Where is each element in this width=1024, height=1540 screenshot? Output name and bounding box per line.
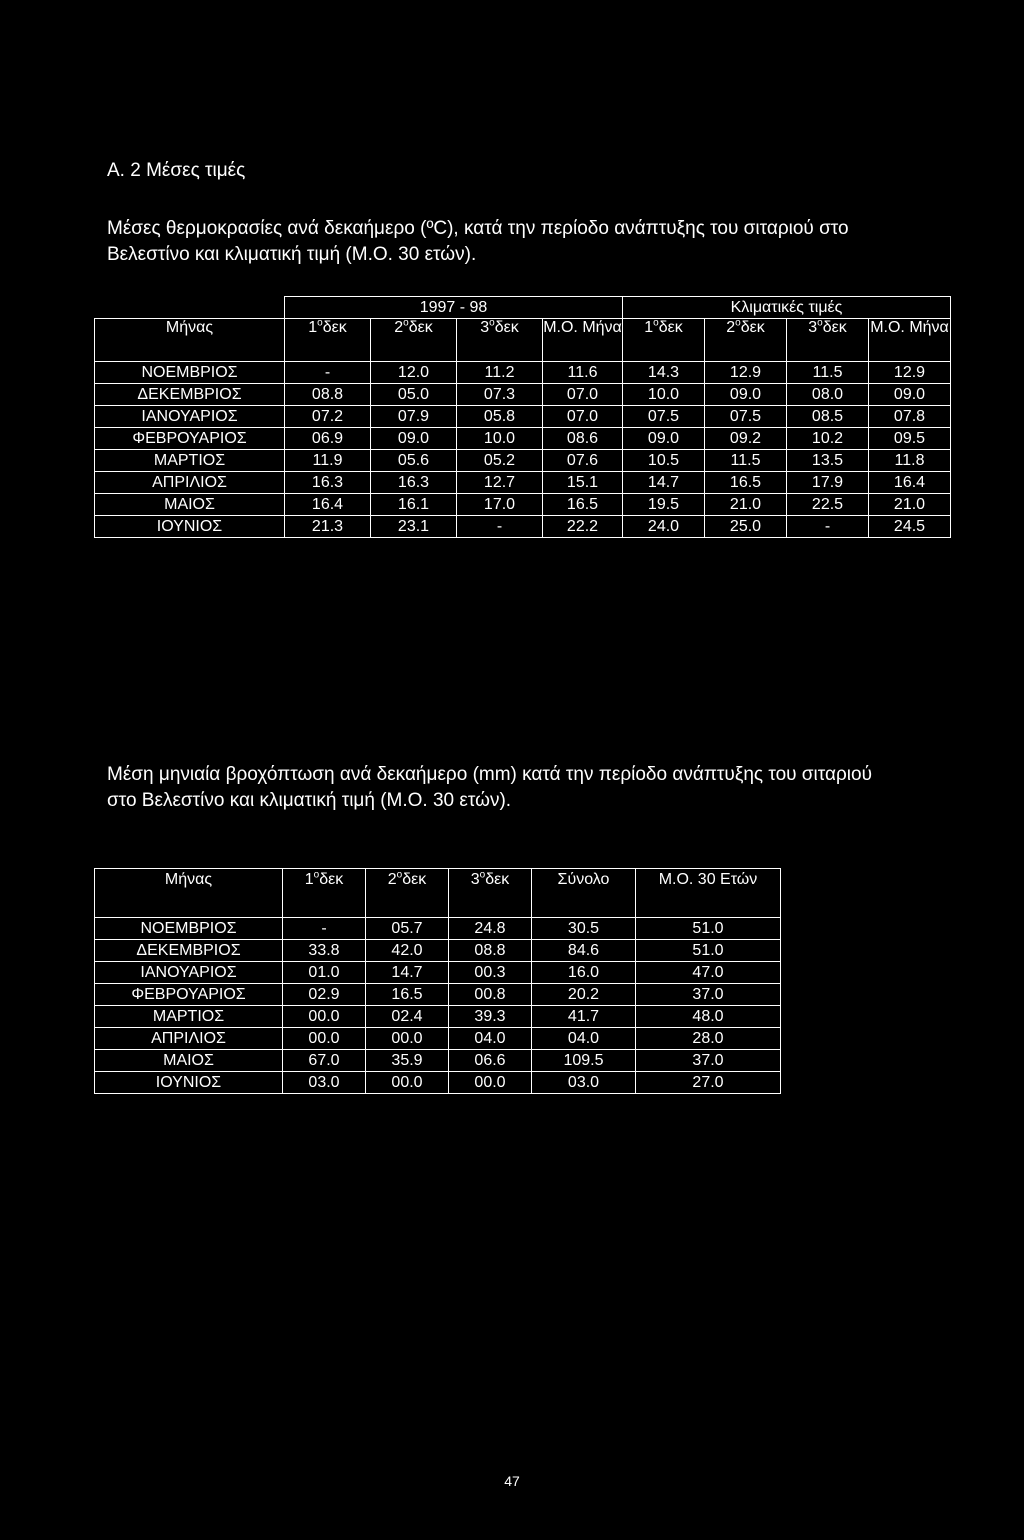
value-cell: 17.9 <box>787 472 869 494</box>
value-cell: 12.0 <box>371 362 457 384</box>
value-cell: 10.5 <box>623 450 705 472</box>
group-header-1997-98: 1997 - 98 <box>285 297 623 319</box>
value-cell: 07.3 <box>457 384 543 406</box>
temperature-table <box>94 296 951 538</box>
column-header: 2$^o$δεκ <box>371 319 457 362</box>
temperature-caption: Μέσες θερμοκρασίες ανά δεκαήμερο (ºC), κατά την περίοδο ανάπτυξης του σιταριού στο Βελεστίνο και κλιματική τιμή (Μ.Ο. 30 ετών). <box>107 218 849 265</box>
value-cell: 84.6 <box>532 940 636 962</box>
value-cell: 24.5 <box>869 516 951 538</box>
value-cell: 14.7 <box>366 962 449 984</box>
value-cell: 00.0 <box>449 1072 532 1094</box>
value-cell: 41.7 <box>532 1006 636 1028</box>
month-cell: ΙΑΝΟΥΑΡΙΟΣ <box>95 406 285 428</box>
value-cell: 06.6 <box>449 1050 532 1072</box>
value-cell: 14.7 <box>623 472 705 494</box>
empty-cell <box>95 297 285 319</box>
value-cell: 10.0 <box>457 428 543 450</box>
column-header: 3$^o$δεκ <box>457 319 543 362</box>
value-cell: 05.7 <box>366 918 449 940</box>
value-cell: 12.7 <box>457 472 543 494</box>
month-cell: ΙΟΥΝΙΟΣ <box>95 1072 283 1094</box>
value-cell: 10.2 <box>787 428 869 450</box>
column-header: 3$^o$δεκ <box>449 869 532 918</box>
value-cell: 03.0 <box>283 1072 366 1094</box>
value-cell: 01.0 <box>283 962 366 984</box>
value-cell: 16.0 <box>532 962 636 984</box>
month-cell: ΙΟΥΝΙΟΣ <box>95 516 285 538</box>
value-cell: 15.1 <box>543 472 623 494</box>
value-cell: 00.0 <box>283 1028 366 1050</box>
month-cell: ΦΕΒΡΟΥΑΡΙΟΣ <box>95 984 283 1006</box>
value-cell: 08.0 <box>787 384 869 406</box>
month-cell: ΝΟΕΜΒΡΙΟΣ <box>95 362 285 384</box>
table-row <box>95 516 951 538</box>
value-cell: 20.2 <box>532 984 636 1006</box>
value-cell: 16.4 <box>285 494 371 516</box>
value-cell: 08.8 <box>449 940 532 962</box>
value-cell: 48.0 <box>636 1006 781 1028</box>
table-row <box>95 1028 781 1050</box>
table-row <box>95 362 951 384</box>
column-header: Μήνας <box>95 319 285 362</box>
value-cell: 03.0 <box>532 1072 636 1094</box>
value-cell: 51.0 <box>636 918 781 940</box>
value-cell: 24.0 <box>623 516 705 538</box>
group-header-row <box>95 297 951 319</box>
group-header-climatic: Κλιματικές τιμές <box>623 297 951 319</box>
month-cell: ΔΕΚΕΜΒΡΙΟΣ <box>95 384 285 406</box>
column-header: 1$^o$δεκ <box>283 869 366 918</box>
value-cell: 39.3 <box>449 1006 532 1028</box>
value-cell: 04.0 <box>449 1028 532 1050</box>
column-header: Μ.Ο. Μήνα <box>543 319 623 362</box>
value-cell: 47.0 <box>636 962 781 984</box>
value-cell: 07.0 <box>543 406 623 428</box>
value-cell: 42.0 <box>366 940 449 962</box>
value-cell: 00.0 <box>283 1006 366 1028</box>
value-cell: 12.9 <box>869 362 951 384</box>
value-cell: 16.5 <box>705 472 787 494</box>
value-cell: - <box>787 516 869 538</box>
column-header: Μήνας <box>95 869 283 918</box>
value-cell: 08.6 <box>543 428 623 450</box>
value-cell: 10.0 <box>623 384 705 406</box>
value-cell: - <box>285 362 371 384</box>
column-header: Μ.Ο. Μήνα <box>869 319 951 362</box>
value-cell: 00.0 <box>366 1072 449 1094</box>
value-cell: 14.3 <box>623 362 705 384</box>
table-row <box>95 1006 781 1028</box>
table-row <box>95 494 951 516</box>
value-cell: 07.2 <box>285 406 371 428</box>
value-cell: 00.3 <box>449 962 532 984</box>
value-cell: 67.0 <box>283 1050 366 1072</box>
value-cell: 09.0 <box>869 384 951 406</box>
value-cell: 06.9 <box>285 428 371 450</box>
value-cell: 05.8 <box>457 406 543 428</box>
table-row <box>95 1072 781 1094</box>
value-cell: 12.9 <box>705 362 787 384</box>
value-cell: 02.4 <box>366 1006 449 1028</box>
value-cell: 05.0 <box>371 384 457 406</box>
value-cell: 04.0 <box>532 1028 636 1050</box>
value-cell: 09.0 <box>371 428 457 450</box>
value-cell: 05.6 <box>371 450 457 472</box>
month-cell: ΦΕΒΡΟΥΑΡΙΟΣ <box>95 428 285 450</box>
value-cell: 11.9 <box>285 450 371 472</box>
month-cell: ΜΑΡΤΙΟΣ <box>95 1006 283 1028</box>
value-cell: 07.0 <box>543 384 623 406</box>
value-cell: 21.3 <box>285 516 371 538</box>
value-cell: 28.0 <box>636 1028 781 1050</box>
value-cell: 16.3 <box>371 472 457 494</box>
value-cell: 09.0 <box>623 428 705 450</box>
value-cell: 16.3 <box>285 472 371 494</box>
value-cell: 08.8 <box>285 384 371 406</box>
month-cell: ΑΠΡΙΛΙΟΣ <box>95 1028 283 1050</box>
value-cell: 07.8 <box>869 406 951 428</box>
month-cell: ΜΑΡΤΙΟΣ <box>95 450 285 472</box>
page-number: 47 <box>504 1473 520 1489</box>
value-cell: 22.2 <box>543 516 623 538</box>
value-cell: 16.1 <box>371 494 457 516</box>
value-cell: 23.1 <box>371 516 457 538</box>
value-cell: 11.5 <box>705 450 787 472</box>
table-row <box>95 428 951 450</box>
column-header: 2$^o$δεκ <box>366 869 449 918</box>
value-cell: 24.8 <box>449 918 532 940</box>
value-cell: 27.0 <box>636 1072 781 1094</box>
value-cell: 109.5 <box>532 1050 636 1072</box>
month-cell: ΑΠΡΙΛΙΟΣ <box>95 472 285 494</box>
value-cell: 25.0 <box>705 516 787 538</box>
month-cell: ΙΑΝΟΥΑΡΙΟΣ <box>95 962 283 984</box>
table-row <box>95 1050 781 1072</box>
table-row <box>95 940 781 962</box>
value-cell: 05.2 <box>457 450 543 472</box>
value-cell: 11.2 <box>457 362 543 384</box>
month-cell: ΝΟΕΜΒΡΙΟΣ <box>95 918 283 940</box>
value-cell: 02.9 <box>283 984 366 1006</box>
value-cell: 00.0 <box>366 1028 449 1050</box>
value-cell: 07.5 <box>623 406 705 428</box>
value-cell: 21.0 <box>705 494 787 516</box>
value-cell: 17.0 <box>457 494 543 516</box>
value-cell: 37.0 <box>636 1050 781 1072</box>
column-header: 2$^o$δεκ <box>705 319 787 362</box>
value-cell: 33.8 <box>283 940 366 962</box>
value-cell: 09.2 <box>705 428 787 450</box>
value-cell: 30.5 <box>532 918 636 940</box>
value-cell: 07.9 <box>371 406 457 428</box>
column-header-row <box>95 869 781 918</box>
value-cell: 11.8 <box>869 450 951 472</box>
value-cell: 09.5 <box>869 428 951 450</box>
column-header: Σύνολο <box>532 869 636 918</box>
value-cell: 19.5 <box>623 494 705 516</box>
column-header: 1$^o$δεκ <box>623 319 705 362</box>
value-cell: 16.4 <box>869 472 951 494</box>
value-cell: 16.5 <box>366 984 449 1006</box>
rainfall-table <box>94 868 781 1094</box>
column-header: Μ.Ο. 30 Ετών <box>636 869 781 918</box>
table-row <box>95 472 951 494</box>
rainfall-caption: Μέση μηνιαία βροχόπτωση ανά δεκαήμερο (mm) κατά την περίοδο ανάπτυξης του σιταριού στο Βελεστίνο και κλιματική τιμή (Μ.Ο. 30 ετών). <box>107 764 872 811</box>
value-cell: 11.5 <box>787 362 869 384</box>
value-cell: 37.0 <box>636 984 781 1006</box>
value-cell: - <box>283 918 366 940</box>
value-cell: 13.5 <box>787 450 869 472</box>
table-row <box>95 450 951 472</box>
month-cell: ΜΑΙΟΣ <box>95 494 285 516</box>
table-row <box>95 962 781 984</box>
value-cell: 51.0 <box>636 940 781 962</box>
month-cell: ΔΕΚΕΜΒΡΙΟΣ <box>95 940 283 962</box>
table-row <box>95 984 781 1006</box>
value-cell: 22.5 <box>787 494 869 516</box>
section-heading: Α. 2 Μέσες τιμές <box>107 160 246 181</box>
table-row <box>95 406 951 428</box>
column-header-row <box>95 319 951 362</box>
value-cell: 16.5 <box>543 494 623 516</box>
value-cell: 00.8 <box>449 984 532 1006</box>
value-cell: 35.9 <box>366 1050 449 1072</box>
value-cell: 21.0 <box>869 494 951 516</box>
value-cell: - <box>457 516 543 538</box>
table-row <box>95 384 951 406</box>
column-header: 1$^o$δεκ <box>285 319 371 362</box>
column-header: 3$^o$δεκ <box>787 319 869 362</box>
value-cell: 07.5 <box>705 406 787 428</box>
value-cell: 09.0 <box>705 384 787 406</box>
month-cell: ΜΑΙΟΣ <box>95 1050 283 1072</box>
table-row <box>95 918 781 940</box>
value-cell: 07.6 <box>543 450 623 472</box>
value-cell: 11.6 <box>543 362 623 384</box>
value-cell: 08.5 <box>787 406 869 428</box>
